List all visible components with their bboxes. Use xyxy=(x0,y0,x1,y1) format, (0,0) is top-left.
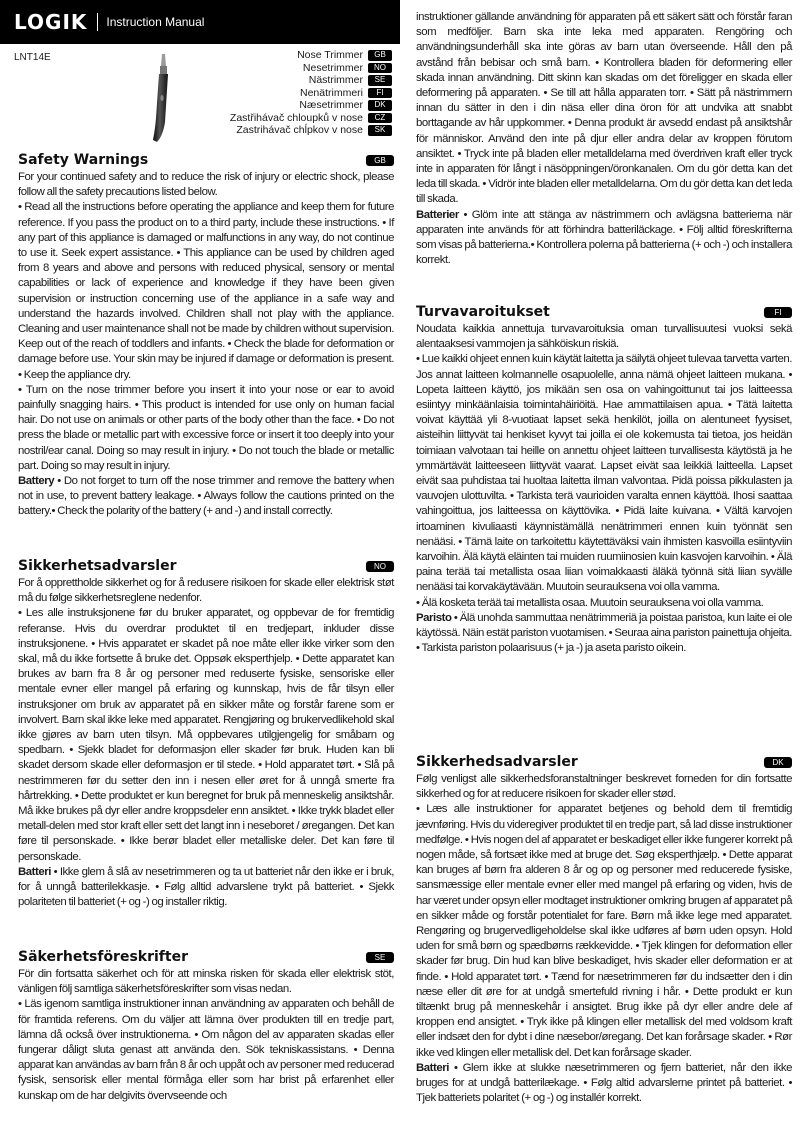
section-paragraph: instruktioner gällande användning för apparaten på ett säkert sätt och förstår faran som medföljer. Barn ska inte leka med apparaten. Rengöring och användningsunderhåll ska inte göras av barn utan överseende. Håll den på avstånd från bebisar och små barn. • Kontrollera bladen för deformering eller skada innan användning. Ditt skinn kan skadas om det föreligger en skada eller deformering på apparaten. • Se till att hålla apparaten torr. • Sätt på nästrimmern innan du sätter in den i din näsa eller dina öron för att undvika att snabbt borttagande av hår uppkommer. • Denna produkt är avsedd endast på ansiktshår för människor. Använd den inte på djur eller andra delar av kroppen förutom ansiktet. • Tryck inte på bladen eller metalldelarna med överdriven kraft eller tryck inte in apparaten för långt i näsöppningen/öronkanalen. Om du gör detta kan det leda till skada. • Vidrör inte bladen eller metalldelarna. Om du gör detta kan det leda till skada. xyxy=(416,11,792,206)
battery-paragraph xyxy=(416,208,792,269)
language-row-cz xyxy=(152,112,392,125)
section-title: Sikkerhedsadvarsler xyxy=(416,754,578,770)
section-header xyxy=(18,148,394,170)
language-code-badge: DK xyxy=(368,100,392,111)
battery-paragraph xyxy=(18,474,394,520)
section-gb-safety-warnings xyxy=(18,148,394,520)
battery-text: • Ikke glem å slå av nesetrimmeren og ta ut batteriet når den ikke er i bruk, for å unngå batterilekkasje. • Følg alltid advarslene trykt på batteriet. • Sjekk polariteten til batteriet (+ og -) og installer riktig. xyxy=(18,865,394,909)
section-paragraph: For your continued safety and to reduce the risk of injury or electric shock, please follow all the safety precautions listed below. xyxy=(18,171,394,199)
section-paragraph: • Älä kosketa terää tai metallista osaa. Muutoin seurauksena voi olla vamma. xyxy=(416,596,764,609)
section-no-sikkerhetsadvarsler xyxy=(18,554,394,910)
battery-text: • Do not forget to turn off the nose trimmer and remove the battery when not in use, to prevent battery leakage. • Always follow the cautions printed on the battery.• Check the polarity of the battery (+ and -) and install correctly. xyxy=(18,475,394,518)
language-code-badge: FI xyxy=(368,88,392,99)
language-row-dk xyxy=(152,99,392,112)
section-paragraph: Noudata kaikkia annettuja turvavaroituksia oman turvallisuutesi vuoksi sekä alentaaksesi vammojen ja sähköiskun riskiä. xyxy=(416,323,792,351)
language-name: Nenätrimmeri xyxy=(299,86,363,99)
language-name: Nästrimmer xyxy=(308,74,363,87)
battery-paragraph xyxy=(416,611,792,657)
language-code-badge: GB xyxy=(368,50,392,61)
language-row-se xyxy=(152,74,392,87)
section-dk-sikkerhedsadvarsler xyxy=(416,750,792,1106)
manual-title: Instruction Manual xyxy=(106,15,205,29)
battery-label: Battery xyxy=(18,475,55,488)
section-header xyxy=(18,945,394,967)
section-title: Turvavaroitukset xyxy=(416,304,550,320)
section-language-badge: SE xyxy=(366,952,394,963)
section-paragraph: • Læs alle instruktioner for apparatet betjenes og behold dem til fremtidig jævnføring. Hvis du videregiver produktet til en tredje part, så lad disse instruktioner medfølge. • Hvis nogen del af apparatet er beskadiget eller ikke fungerer korrekt på nogen måde, så fortsæt ikke med at bruge det. Søg eksperthjælp. • Dette apparat kan bruges af børn fra alderen 8 år og op og personer med reducerede fysiske, sansmæssige eller mentale evner eller med mangel på erfaring og viden, hvis de har været under opsyn eller modtaget instruktioner omkring brugen af apparatet på en sikker måde og forstår potentialet for fare. Børn må ikke lege med apparatet. Rengøring og brugervedligeholdelse skal ikke udføres af børn uden opsyn. Hold uden for små børn og spædbørns rækkevidde. • Tjek klingen for deformation eller skader før brug. Din hud kan blive beskadiget, hvis skader eller deformation er at finde. • Hold apparatet tørt. • Tænd for næsetrimmeren før du indsætter den i din næse eller dit øre for at undgå smertefuld rivning i hår. • Dette produkt er kun tiltænkt brug på menneskehår i ansigtet. Brug ikke på dyr eller andre dele af kroppen end ansigtet. • Tryk ikke på klingen eller metallisk del med voldsom kraft eller indsæt den for dybt i dine næsebor/øregang. Det kan forårsage skader. • Rør ikke ved klingen eller metallisk del. Det kan forårsage skader. xyxy=(416,803,792,1059)
language-name: Næsetrimmer xyxy=(299,99,363,112)
language-name: Zastrihávač chĺpkov v nose xyxy=(236,124,363,137)
section-paragraph: • Läs igenom samtliga instruktioner innan användning av apparaten och behåll de för framtida referens. Om du väljer att lämna över produkten till en tredje part, lämna då också över instruktionerna. • Om någon del av apparaten skadas eller fungerar dåligt sluta genast att använda den. Sök tekniskassistans. • Denna apparat kan användas av barn från 8 år och uppåt och av personer med reducerad fysisk, sensorisk eller mental förmåga eller som har brist på erfarenhet eller kunskap om de har delgivits övervseende och xyxy=(18,998,394,1102)
section-language-badge: GB xyxy=(366,155,394,166)
section-header xyxy=(416,750,792,772)
section-language-badge: FI xyxy=(764,307,792,318)
battery-label: Batterier xyxy=(416,208,459,221)
battery-label: Paristo xyxy=(416,611,452,624)
language-list xyxy=(152,49,392,137)
section-header xyxy=(416,300,792,322)
battery-paragraph xyxy=(416,1061,792,1107)
battery-paragraph xyxy=(18,865,394,911)
battery-text: • Glem ikke at slukke næsetrimmeren og fjern batteriet, når den ikke bruges for at undgå batterilækage. • Følg altid advarslerne printet på batteriet. • Tjek batteriets polaritet (+ og -) og installér korrekt. xyxy=(416,1061,792,1105)
language-name: Nose Trimmer xyxy=(297,49,363,62)
section-header xyxy=(18,554,394,576)
header-divider xyxy=(97,13,98,31)
section-language-badge: NO xyxy=(366,561,394,572)
language-code-badge: NO xyxy=(368,63,392,74)
battery-text: • Älä unohda sammuttaa nenätrimmeriä ja poistaa paristoa, kun laite ei ole käytössä. Näin estät pariston vuotamisen. • Seuraa aina pariston painettuja ohjeita. • Tarkista pariston polaarisuus (+ ja -) ja aseta paristo oikein. xyxy=(416,611,792,655)
section-title: Safety Warnings xyxy=(18,152,149,168)
language-row-sk xyxy=(152,124,392,137)
section-paragraph: • Read all the instructions before operating the appliance and keep them for future reference. If you pass the product on to a third party, include these instructions. • If any part of this appliance is damaged or malfunctions in any way, do not continue to use it. Seek expert assistance. • This appliance can be used by children aged from 8 years and above and persons with reduced physical, sensory or mental capabilities or lack of experience and knowledge if they have been given supervision or instruction concerning use of the appliance in a safe way and understand the hazards involved. Children shall not play with the appliance. Cleaning and user maintenance shall not be made by children without supervision. Keep out of the reach of toddlers and infants. • Check the blade for deformation or damage before use. Your skin may be injured if damage or deformation is present. • Keep the appliance dry. xyxy=(18,201,394,381)
section-se-sakerhetsforeskrifter xyxy=(18,945,394,1104)
battery-label: Batteri xyxy=(416,1061,449,1074)
language-row-gb xyxy=(152,49,392,62)
section-title: Sikkerhetsadvarsler xyxy=(18,558,177,574)
language-row-no xyxy=(152,62,392,75)
header-bar xyxy=(0,0,400,44)
section-fi-turvavaroitukset xyxy=(416,300,792,656)
language-code-badge: CZ xyxy=(368,113,392,124)
battery-label: Batteri xyxy=(18,865,51,878)
language-code-badge: SE xyxy=(368,75,392,86)
section-paragraph: Følg venligst alle sikkerhedsforanstaltninger beskrevet forneden for din fortsatte sikkerhed og for at reducere risikoen for skader eller stød. xyxy=(416,773,792,801)
section-language-badge: DK xyxy=(764,757,792,768)
language-name: Nesetrimmer xyxy=(302,61,363,74)
section-paragraph: • Les alle instruksjonene før du bruker apparatet, og oppbevar de for fremtidig referanse. Hvis du overdrar produktet til en tredjepart, inkluder disse instruksjonene. • Hvis apparatet er skadet på noe måte eller ikke virker som den skal, må du ikke fortsette å bruke det. Oppsøk eksperthjelp. • Dette apparatet kan brukes av barn fra 8 år og personer med reduserte fysiske, sensoriske eller mentale evner eller mangel på erfaring og kunnskap, hvis de får tilsyn eller instruksjoner om bruk av apparatet på en sikker måte og forstår farene som er involvert. Barn skal ikke leke med apparatet. Rengjøring og brukervedlikehold skal ikke gjøres av barn uten tilsyn. Må oppbevares utilgjengelig for småbarn og spedbarn. • Sjekk bladet for deformasjon eller skader før bruk. Huden kan bli skadet dersom skade eller deformasjon er til stede. • Hold apparatet tørt. • Slå på nestrimmeren før du setter den inn i nesen eller øret for å unngå smerte fra hårtrekking. • Dette produktet er kun beregnet for bruk på menneskelig ansiktshår. Må ikke brukes på dyr eller andre kroppsdeler enn ansiktet. • Ikke trykk bladet eller metall-delen med stor kraft eller sett det langt inn i neseboret / øregangen. Det kan føre til personskade. • Ikke berør bladet eller metalliske deler. Det kan føre til personskade. xyxy=(18,607,394,863)
section-paragraph: • Lue kaikki ohjeet ennen kuin käytät laitetta ja säilytä ohjeet tulevaa tarvetta varten. Jos annat laitteen kolmannelle osapuolelle, anna nämä ohjeet laitteen mukana. • Lopeta laitteen käyttö, jos mikään sen osa on vahingoittunut tai jos laitteessa esiintyy minkäänlaisia toimintahäiriöitä. Hae ammattilaisen apua. • Tätä laitetta voivat käyttää yli 8-vuotiaat lapset sekä henkilöt, joilla on alentuneet fyysiset, aisteihin liittyvät tai henkiset kyvyt tai joilla ei ole kokemusta tai tietoa, jos heidän toimiaan valvotaan tai heille on annettu ohjeet laitteen turvallisesta käytöstä ja he ymmärtävät laitteeseen liittyvät vaarat. Lapset eivät saa leikkiä laitteella. Lapset eivät saa puhdistaa tai huoltaa laitetta ilman valvontaa. Pidä poissa pikkulasten ja vauvojen ulottuvilta. • Tarkista terä vaurioiden varalta ennen käyttöä. Ihosi saattaa vahingoittua, jos laitteessa on käyttövika. • Pidä laite kuivana. • Vältä karvojen irtoaminen kivuliaasti käynnistämällä nenätrimmeri ennen kuin työnnät sen nenääsi. • Tämä laite on tarkoitettu käytettäväksi vain ihmisten kasvoilla esiintyviin karvoihin. Älä käytä eläinten tai muiden ruumiinosien kuin kasvojen karvoihin. • Älä paina terää tai metallista osaa liian voimakkaasti äläkä työnnä sitä liian syvälle nenääsi tai korvakäytävään. Muutoin seurauksena voi olla vamma. xyxy=(416,353,792,594)
brand-logo: LOGIK xyxy=(14,10,88,34)
section-paragraph: For å opprettholde sikkerhet og for å redusere risikoen for skade eller elektrisk støt må du følge sikkerhetsreglene nedenfor. xyxy=(18,577,394,605)
language-name: Zastřihávač chloupků v nose xyxy=(229,111,363,124)
language-code-badge: SK xyxy=(368,125,392,136)
battery-text: • Glöm inte att stänga av nästrimmern och avlägsna batterierna när apparaten inte används för att förhindra batteriläckage. • Följ alltid föreskrifterna som visas på batterierna.• Kontrollera polerna på batterierna (+ och -) och installera korrekt. xyxy=(416,208,792,267)
section-se-continued xyxy=(416,10,792,268)
language-row-fi xyxy=(152,87,392,100)
section-title: Säkerhetsföreskrifter xyxy=(18,949,188,965)
section-paragraph: • Turn on the nose trimmer before you insert it into your nose or ear to avoid painfully snagging hairs. • This product is intended for use only on human facial hair. Do not use on animals or other parts of the body other than the face. • Do not press the blade or metallic part with excessive force or insert it too deeply into your nostril/ear canal. Doing so may result in injury. • Do not touch the blade or metallic part. Doing so may result in injury. xyxy=(18,383,394,472)
model-number: LNT14E xyxy=(14,52,51,63)
section-paragraph: För din fortsatta säkerhet och för att minska risken för skada eller elektrisk stöt, vänligen följ samtliga säkerhetsföreskrifter som visas nedan. xyxy=(18,968,394,996)
